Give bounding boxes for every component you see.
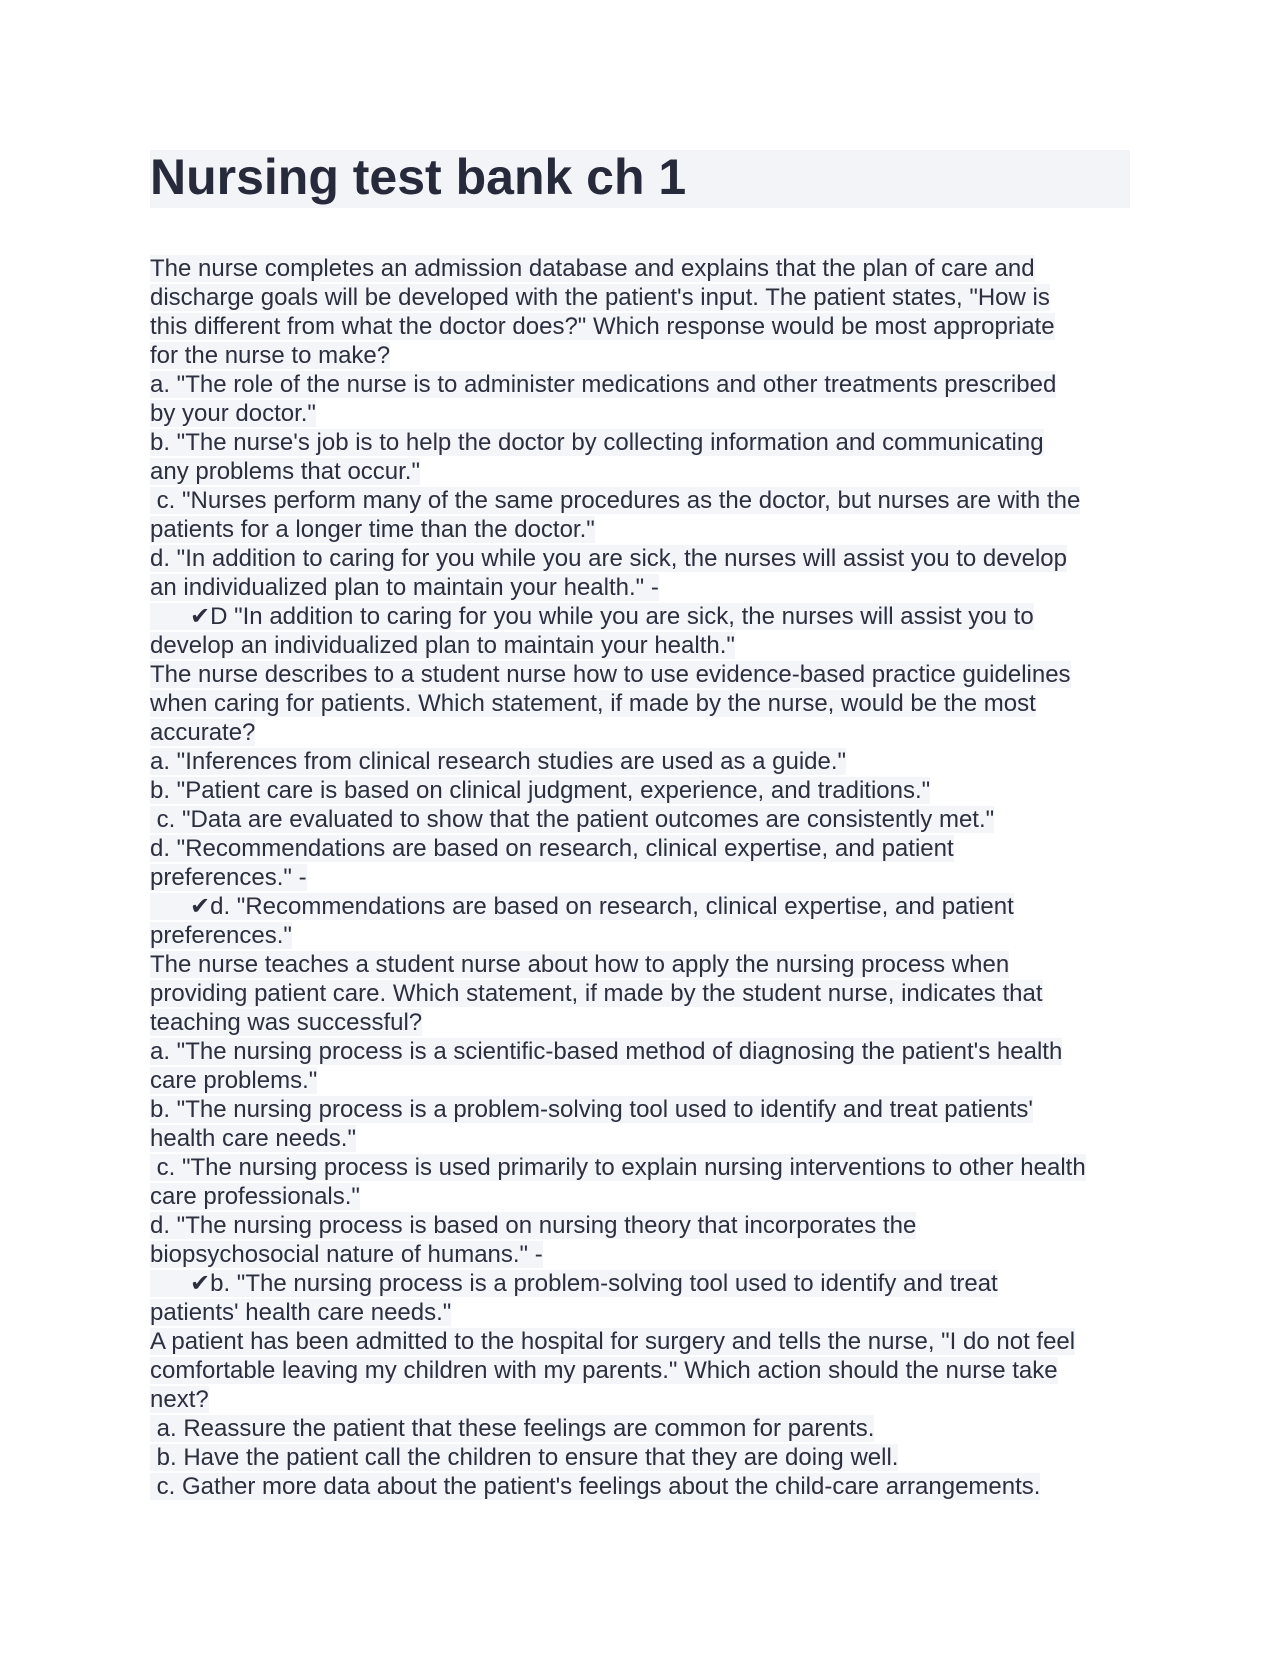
text-line-content: c. "Data are evaluated to show that the patient outcomes are consistently met." <box>150 806 995 833</box>
text-line <box>150 312 1130 341</box>
text-line <box>150 1095 1130 1124</box>
text-line <box>150 979 1130 1008</box>
text-line-content: any problems that occur." <box>150 458 420 485</box>
text-line-content: preferences." <box>150 922 292 949</box>
text-line-content: care professionals." <box>150 1183 360 1210</box>
text-line <box>150 1385 1130 1414</box>
text-line-content: teaching was successful? <box>150 1009 423 1036</box>
text-line <box>150 950 1130 979</box>
text-line-content: c. "Nurses perform many of the same procedures as the doctor, but nurses are with the <box>150 487 1081 514</box>
text-line <box>150 1298 1130 1327</box>
text-line-content: b. "The nursing process is a problem-solving tool used to identify and treat patients' <box>150 1096 1033 1123</box>
text-line <box>150 1443 1130 1472</box>
text-line-content: d. "Recommendations are based on research, clinical expertise, and patient <box>150 835 954 862</box>
text-line <box>150 776 1130 805</box>
text-line <box>150 1037 1130 1066</box>
text-line-content: for the nurse to make? <box>150 342 391 369</box>
text-line <box>150 544 1130 573</box>
text-line-content: d. "The nursing process is based on nursing theory that incorporates the <box>150 1212 917 1239</box>
text-line <box>150 1066 1130 1095</box>
text-line-content: a. "The nursing process is a scientific-based method of diagnosing the patient's health <box>150 1038 1063 1065</box>
text-line <box>150 660 1130 689</box>
text-line <box>150 1327 1130 1356</box>
text-line-content: a. "Inferences from clinical research studies are used as a guide." <box>150 748 847 775</box>
text-line-content: a. "The role of the nurse is to administer medications and other treatments prescribed <box>150 371 1057 398</box>
text-line-content: b. "The nurse's job is to help the doctor by collecting information and communicating <box>150 429 1044 456</box>
text-line <box>150 1182 1130 1211</box>
page-title: Nursing test bank ch 1 <box>150 149 687 205</box>
text-line <box>150 515 1130 544</box>
text-line-content: The nurse describes to a student nurse how to use evidence-based practice guidelines <box>150 661 1071 688</box>
text-line-content: next? <box>150 1386 209 1413</box>
text-line <box>150 1211 1130 1240</box>
text-line-content: by your doctor." <box>150 400 316 427</box>
text-line <box>150 1269 1130 1298</box>
text-line <box>150 1153 1130 1182</box>
text-line <box>150 254 1130 283</box>
text-line-content: preferences." - <box>150 864 307 891</box>
text-line <box>150 283 1130 312</box>
text-line <box>150 747 1130 776</box>
text-line <box>150 805 1130 834</box>
text-line <box>150 1240 1130 1269</box>
text-line-content: c. "The nursing process is used primarily to explain nursing interventions to other health <box>150 1154 1086 1181</box>
text-line <box>150 1124 1130 1153</box>
text-line-content: comfortable leaving my children with my parents." Which action should the nurse take <box>150 1357 1058 1384</box>
text-line-content: ✔D "In addition to caring for you while you are sick, the nurses will assist you to <box>150 603 1034 630</box>
title-block <box>150 150 1130 208</box>
text-line-content: discharge goals will be developed with the patient's input. The patient states, "How is <box>150 284 1050 311</box>
text-line-content: b. "Patient care is based on clinical judgment, experience, and traditions." <box>150 777 931 804</box>
text-line <box>150 1356 1130 1385</box>
text-line-content: A patient has been admitted to the hospital for surgery and tells the nurse, "I do not feel <box>150 1328 1076 1355</box>
text-line-content: develop an individualized plan to maintain your health." <box>150 632 735 659</box>
text-line-content: accurate? <box>150 719 256 746</box>
text-line <box>150 834 1130 863</box>
text-line <box>150 370 1130 399</box>
text-line-content: biopsychosocial nature of humans." - <box>150 1241 543 1268</box>
text-line <box>150 428 1130 457</box>
text-line-content: patients' health care needs." <box>150 1299 452 1326</box>
text-line-content: c. Gather more data about the patient's feelings about the child-care arrangements. <box>150 1473 1041 1500</box>
text-line <box>150 631 1130 660</box>
text-line-content: The nurse teaches a student nurse about how to apply the nursing process when <box>150 951 1010 978</box>
text-line-content: patients for a longer time than the doctor." <box>150 516 595 543</box>
document-page <box>150 150 1130 1501</box>
text-line <box>150 1472 1130 1501</box>
text-line-content: d. "In addition to caring for you while you are sick, the nurses will assist you to develop <box>150 545 1067 572</box>
text-line <box>150 341 1130 370</box>
text-line-content: health care needs." <box>150 1125 356 1152</box>
text-line <box>150 718 1130 747</box>
text-line-content: an individualized plan to maintain your health." - <box>150 574 659 601</box>
text-line <box>150 863 1130 892</box>
document-body <box>150 254 1130 1501</box>
text-line <box>150 602 1130 631</box>
text-line <box>150 921 1130 950</box>
text-line-content: b. Have the patient call the children to ensure that they are doing well. <box>150 1444 899 1471</box>
text-line-content: The nurse completes an admission database and explains that the plan of care and <box>150 255 1035 282</box>
text-line-content: ✔d. "Recommendations are based on research, clinical expertise, and patient <box>150 893 1014 920</box>
text-line <box>150 573 1130 602</box>
text-line-content: ✔b. "The nursing process is a problem-solving tool used to identify and treat <box>150 1270 998 1297</box>
text-line <box>150 457 1130 486</box>
text-line <box>150 399 1130 428</box>
text-line <box>150 1414 1130 1443</box>
text-line <box>150 1008 1130 1037</box>
text-line-content: a. Reassure the patient that these feelings are common for parents. <box>150 1415 875 1442</box>
text-line <box>150 486 1130 515</box>
text-line <box>150 892 1130 921</box>
text-line-content: this different from what the doctor does?" Which response would be most appropriate <box>150 313 1055 340</box>
text-line <box>150 689 1130 718</box>
text-line-content: providing patient care. Which statement, if made by the student nurse, indicates that <box>150 980 1043 1007</box>
text-line-content: care problems." <box>150 1067 318 1094</box>
text-line-content: when caring for patients. Which statement, if made by the nurse, would be the most <box>150 690 1036 717</box>
